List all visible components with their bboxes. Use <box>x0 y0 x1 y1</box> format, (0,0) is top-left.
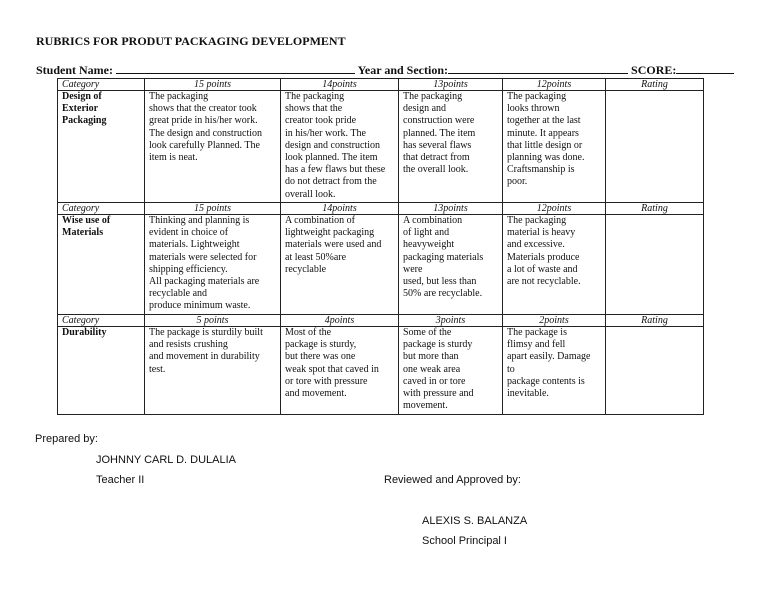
student-name-blank <box>116 63 355 74</box>
criterion-row <box>58 327 704 415</box>
document-title: RUBRICS FOR PRODUT PACKAGING DEVELOPMENT <box>36 34 346 48</box>
level-header: 3points <box>399 315 503 327</box>
level-header: 5 points <box>145 315 281 327</box>
category-header: Category <box>58 315 145 327</box>
level-header: 13points <box>399 203 503 215</box>
rating-header: Rating <box>606 203 704 215</box>
description-cell: The packaging material is heavy and excessive. Materials produce a lot of waste and are not recyclable. <box>503 215 606 315</box>
rating-header: Rating <box>606 79 704 91</box>
description-cell: A combination of light and heavyweight packaging materials were used, but less than 50% are recyclable. <box>399 215 503 315</box>
category-header: Category <box>58 203 145 215</box>
description-cell: The packaging shows that the creator took great pride in his/her work. The design and construction look carefully Planned. The item is neat. <box>145 91 281 203</box>
rating-cell[interactable] <box>606 215 704 315</box>
rating-cell[interactable] <box>606 327 704 415</box>
description-cell: The package is sturdily built and resists crushing and movement in durability test. <box>145 327 281 415</box>
criterion-label: Design of Exterior Packaging <box>58 91 145 203</box>
description-cell: A combination of lightweight packaging materials were used and at least 50%are recyclable <box>281 215 399 315</box>
prepared-by-label: Prepared by: <box>35 433 98 445</box>
level-header: 4points <box>281 315 399 327</box>
rating-cell[interactable] <box>606 91 704 203</box>
description-cell: Most of the package is sturdy, but there was one weak spot that caved in or tore with pressure and movement. <box>281 327 399 415</box>
section-header-row <box>58 315 704 327</box>
reviewer-title: School Principal I <box>422 535 507 547</box>
level-header: 12points <box>503 79 606 91</box>
score-label: SCORE: <box>631 63 677 77</box>
criterion-row <box>58 91 704 203</box>
criterion-label: Durability <box>58 327 145 415</box>
reviewer-name: ALEXIS S. BALANZA <box>422 515 528 527</box>
reviewed-approved-label: Reviewed and Approved by: <box>384 474 521 486</box>
description-cell: Some of the package is sturdy but more than one weak area caved in or tore with pressure and movement. <box>399 327 503 415</box>
preparer-title: Teacher II <box>96 474 145 486</box>
level-header: 14points <box>281 79 399 91</box>
section-header-row <box>58 203 704 215</box>
level-header: 14points <box>281 203 399 215</box>
description-cell: The packaging design and construction were planned. The item has several flaws that detract from the overall look. <box>399 91 503 203</box>
criterion-row <box>58 215 704 315</box>
level-header: 15 points <box>145 79 281 91</box>
student-name-label: Student Name: <box>36 63 113 77</box>
section-header-row <box>58 79 704 91</box>
level-header: 12points <box>503 203 606 215</box>
level-header: 15 points <box>145 203 281 215</box>
rubric-table <box>57 78 704 415</box>
criterion-label: Wise use of Materials <box>58 215 145 315</box>
preparer-name: JOHNNY CARL D. DULALIA <box>96 454 236 466</box>
year-section-blank <box>448 63 628 74</box>
description-cell: The packaging shows that the creator took pride in his/her work. The design and construction look planned. The item has a few flaws but these do not detract from the overall look. <box>281 91 399 203</box>
description-cell: Thinking and planning is evident in choice of materials. Lightweight materials were selected for shipping efficiency. All packaging materials are recyclable and produce minimum waste. <box>145 215 281 315</box>
description-cell: The package is flimsy and fell apart easily. Damage to package contents is inevitable. <box>503 327 606 415</box>
year-section-label: Year and Section: <box>357 63 449 77</box>
student-info-line <box>36 63 734 78</box>
description-cell: The packaging looks thrown together at the last minute. It appears that little design or planning was done. Craftsmanship is poor. <box>503 91 606 203</box>
level-header: 2points <box>503 315 606 327</box>
rating-header: Rating <box>606 315 704 327</box>
category-header: Category <box>58 79 145 91</box>
score-blank <box>676 63 734 74</box>
level-header: 13points <box>399 79 503 91</box>
